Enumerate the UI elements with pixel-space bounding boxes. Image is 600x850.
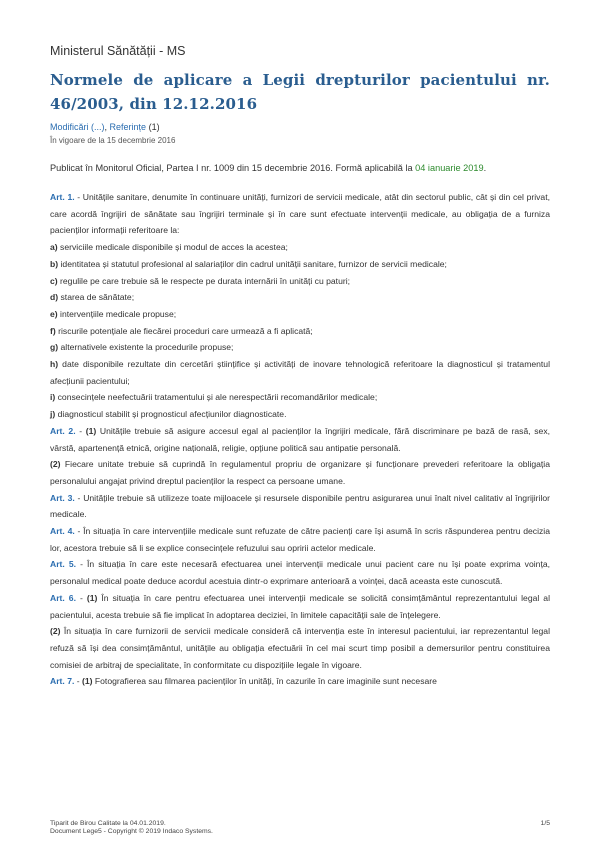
item-label: (2) <box>50 459 61 470</box>
document-title: Normele de aplicare a Legii drepturilor pacientului nr. 46/2003, din 12.12.2016 <box>50 71 550 113</box>
article-number[interactable]: Art. 6. <box>50 592 76 603</box>
paragraph-text: Unitățile trebuie să asigure accesul egal al pacienților la îngrijiri medicale, fără discriminare pe bază de rasă, sex, vârstă, apartenență etnică, origine națională, religie, opțiune politică sau antipatie personală. <box>50 425 551 453</box>
item-label: g) <box>50 342 59 353</box>
page-number: 1/5 <box>540 820 550 827</box>
document-body <box>50 189 550 690</box>
paragraph-text: În situația în care furnizorii de servicii medicale consideră că intervenția este în interesul pacientului, iar reprezentantul legal refuză să își dea consimțământul, unitățile au obligația efectuării în cel mai scurt timp posibil a demersurilor pentru constituirea comisiei de arbitraj de specialitate, în conformitate cu dispozițiile legale în vigoare. <box>50 626 550 670</box>
article-paragraph <box>50 590 550 623</box>
paragraph-text: diagnosticul stabilit și prognosticul afecțiunilor diagnosticate. <box>55 409 287 420</box>
list-item <box>50 406 550 423</box>
article-number[interactable]: Art. 1. <box>50 192 75 202</box>
paragraph-text: Fiecare unitate trebuie să cuprindă în regulamentul propriu de organizare și funcționare prevederi referitoare la obligația personalului angajat privind dreptul pacienților la respect ca persoane umane. <box>50 459 550 486</box>
paragraph-text: alternativele existente la procedurile propuse; <box>58 342 234 353</box>
item-label: (1) <box>85 425 97 436</box>
article-separator: - <box>74 676 82 687</box>
copyright-note: Document Lege5 - Copyright © 2019 Indaco Systems. <box>50 828 213 835</box>
print-note: Tiparit de Birou Calitate la 04.01.2019. <box>50 820 166 827</box>
list-item <box>50 289 550 306</box>
page-footer <box>50 820 550 836</box>
paragraph-text: În situația în care pentru efectuarea unei intervenții medicale se solicită consimțământul reprezentantului legal al pacientului, acesta trebuie să fie implicat în adoptarea deciziei, în limitele capacității sale de înțelegere. <box>50 592 550 620</box>
item-label: d) <box>50 292 59 303</box>
item-label: j) <box>50 409 56 420</box>
paragraph-text: riscurile potențiale ale fiecărei proceduri care urmează a fi aplicată; <box>55 325 313 336</box>
in-vigoare-note: În vigoare de la 15 decembrie 2016 <box>50 136 176 145</box>
list-item <box>50 389 550 406</box>
item-label: e) <box>50 308 58 319</box>
item-label: i) <box>50 392 56 403</box>
paragraph-text: identitatea și statutul profesional al salariaților din cadrul unității sanitare, furnizor de servicii medicale; <box>58 258 447 269</box>
item-label: f) <box>50 325 56 336</box>
paragraph-text: Fotografierea sau filmarea pacienților în unități, în cazurile în care imaginile sunt necesare <box>92 676 437 687</box>
list-item <box>50 256 550 273</box>
item-label: c) <box>50 275 58 286</box>
article-separator: - <box>75 425 86 436</box>
article-number[interactable]: Art. 3. <box>50 492 75 503</box>
paragraph-text: - În situația în care este necesară efectuarea unei intervenții medicale unui pacient care nu își poate exprima voința, personalul medical poate deduce acordul acestuia dintr-o exprimare anterioară a voinței, dacă aceasta este cunoscută. <box>50 559 550 587</box>
list-item <box>50 456 550 489</box>
article-paragraph <box>50 523 550 556</box>
list-item <box>50 323 550 340</box>
list-item <box>50 273 550 290</box>
list-item <box>50 356 550 389</box>
referinte-count: (1) <box>148 122 160 132</box>
article-number[interactable]: Art. 2. <box>50 425 76 436</box>
article-paragraph <box>50 673 550 690</box>
paragraph-text: starea de sănătate; <box>58 292 135 303</box>
item-label: a) <box>50 242 58 253</box>
article-paragraph <box>50 556 550 589</box>
referinte-link[interactable]: Referințe <box>109 122 147 132</box>
paragraph-text: - În situația în care intervențiile medicale sunt refuzate de către pacienți care își asumă în scris răspunderea pentru decizia lor, acestora trebuie să li se explice consecințele refuzului sau opririi actelor medicale. <box>50 526 550 553</box>
article-separator: - <box>75 592 87 603</box>
paragraph-text: regulile pe care trebuie să le respecte pe durata internării în unități cu paturi; <box>57 275 351 286</box>
article-number[interactable]: Art. 5. <box>50 559 77 570</box>
paragraph-text: serviciile medicale disponibile și modul de acces la acestea; <box>57 242 288 253</box>
article-paragraph <box>50 490 550 523</box>
item-label: (2) <box>50 626 61 637</box>
issuer-name: Ministerul Sănătății - MS <box>50 44 186 58</box>
applicable-date: 04 ianuarie 2019 <box>415 163 484 173</box>
item-label: (1) <box>82 676 93 687</box>
list-item <box>50 623 550 673</box>
article-number[interactable]: Art. 4. <box>50 526 75 537</box>
publication-text: Publicat în Monitorul Oficial, Partea I nr. 1009 din 15 decembrie 2016. Formă aplicabilă la <box>50 163 413 173</box>
paragraph-text: consecințele neefectuării tratamentului și ale nerespectării recomandărilor medicale; <box>55 392 378 403</box>
publication-note <box>50 163 550 173</box>
list-item <box>50 339 550 356</box>
item-label: h) <box>50 359 59 370</box>
paragraph-text: date disponibile rezultate din cercetări științifice și activități de inovare tehnologică referitoare la diagnosticul și tratamentul afecțiunii pacientului; <box>50 359 550 386</box>
document-links: Modificări (...), Referințe (1) <box>50 122 160 132</box>
paragraph-text: intervențiile medicale propuse; <box>57 308 177 319</box>
publication-end: . <box>483 163 487 173</box>
document-page <box>50 44 550 690</box>
list-item <box>50 306 550 323</box>
paragraph-text: - Unitățile trebuie să utilizeze toate mijloacele și resursele disponibile pentru asigurarea unui înalt nivel calitativ al îngrijirilor medicale. <box>50 492 550 520</box>
article-paragraph <box>50 423 550 456</box>
item-label: (1) <box>86 592 98 603</box>
paragraph-text: - Unitățile sanitare, denumite în continuare unități, furnizori de servicii medicale, atât din sectorul public, cât și din cel privat, care acordă îngrijiri de sănătate sau îngrijiri terminale și în care sunt efectuate intervenții medicale, au obligația de a furniza pacienților informații referitoare la: <box>50 192 550 236</box>
article-number[interactable]: Art. 7. <box>50 676 75 687</box>
item-label: b) <box>50 258 59 269</box>
list-item <box>50 239 550 256</box>
modificari-link[interactable]: Modificări (...) <box>50 122 105 132</box>
article-paragraph <box>50 189 550 239</box>
